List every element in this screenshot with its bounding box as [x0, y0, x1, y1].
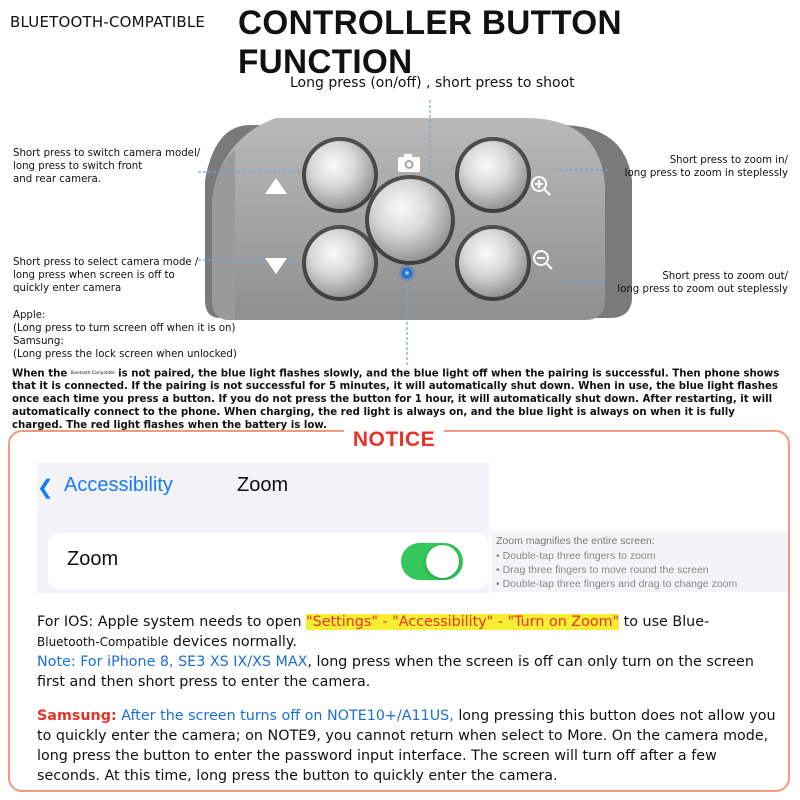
chevron-left-icon[interactable]: ❮ [37, 477, 54, 499]
button-zoom-in [455, 137, 531, 213]
ios-instruction: For IOS: Apple system needs to open "Settings" - "Accessibility" - "Turn on Zoom" to use Blue- Bluetooth-Compatible devices normally. Note: For iPhone 8, SE3 XS IX/XS MAX, long press when the screen is off can only turn on the screen first and then short press to enter the camera. [37, 614, 754, 690]
pairing-description: When the Bluetooth-Compatible is not paired, the blue light flashes slowly, and the blue light off when the pairing is successful. Then phone shows that it is connected. If the pairing is not successful for 5 minutes, it will automatically shut down. When in use, the blue light flashes once each time you press a button. If you do not press the button for 1 hour, it will automatically shut down. After restarting, it will automatically connect to the phone. When charging, the red light is always on, and the blue light is always on when it is fully charged. The red light flashes when the battery is low. [12, 368, 780, 431]
ios-nav-title: Zoom [237, 474, 289, 496]
ios-zoom-label: Zoom [67, 548, 119, 570]
ios-back-button[interactable]: Accessibility [64, 474, 173, 496]
ios-toggle-knob [426, 545, 459, 578]
annotation-zoom-out: Short press to zoom out/ long press to zoom out steplessly [617, 271, 788, 295]
annotation-switch-camera: Short press to switch camera model/ long press to switch front and rear camera. [13, 148, 201, 185]
annotation-zoom-in: Short press to zoom in/ long press to zoom in steplessly [624, 155, 788, 179]
ios-desc-item: • Drag three fingers to move round the screen [496, 564, 709, 576]
button-shutter [365, 175, 455, 265]
brand-label: BLUETOOTH-COMPATIBLE [10, 13, 206, 31]
ios-desc-title: Zoom magnifies the entire screen: [496, 535, 655, 547]
ios-desc-item: • Double-tap three fingers and drag to change zoom [496, 578, 738, 590]
annotation-select-mode: Short press to select camera mode / long press when screen is off to quickly enter camera [13, 257, 199, 294]
blue-led-indicator [399, 265, 415, 281]
button-select-mode [302, 225, 378, 301]
notice-heading: NOTICE [344, 428, 444, 452]
page-title: CONTROLLER BUTTON FUNCTION [238, 4, 622, 81]
annotation-platform-behavior: Apple: (Long press to turn screen off when it is on) Samsung: (Long press the lock screen when unlocked) [13, 310, 237, 360]
ios-desc-item: • Double-tap three fingers to zoom [496, 550, 656, 562]
button-switch-camera [302, 137, 378, 213]
center-button-caption: Long press (on/off) , short press to shoot [290, 75, 575, 91]
button-zoom-out [455, 225, 531, 301]
samsung-instruction: Samsung: After the screen turns off on NOTE10+/A11US, long pressing this button does not allow you to quickly enter the camera; on NOTE9, you cannot return when select to More. On the camera mode, long press the button to enter the password input interface. The screen will turn off after a few seconds. At this time, long press the button to quickly enter the camera. [37, 708, 776, 784]
